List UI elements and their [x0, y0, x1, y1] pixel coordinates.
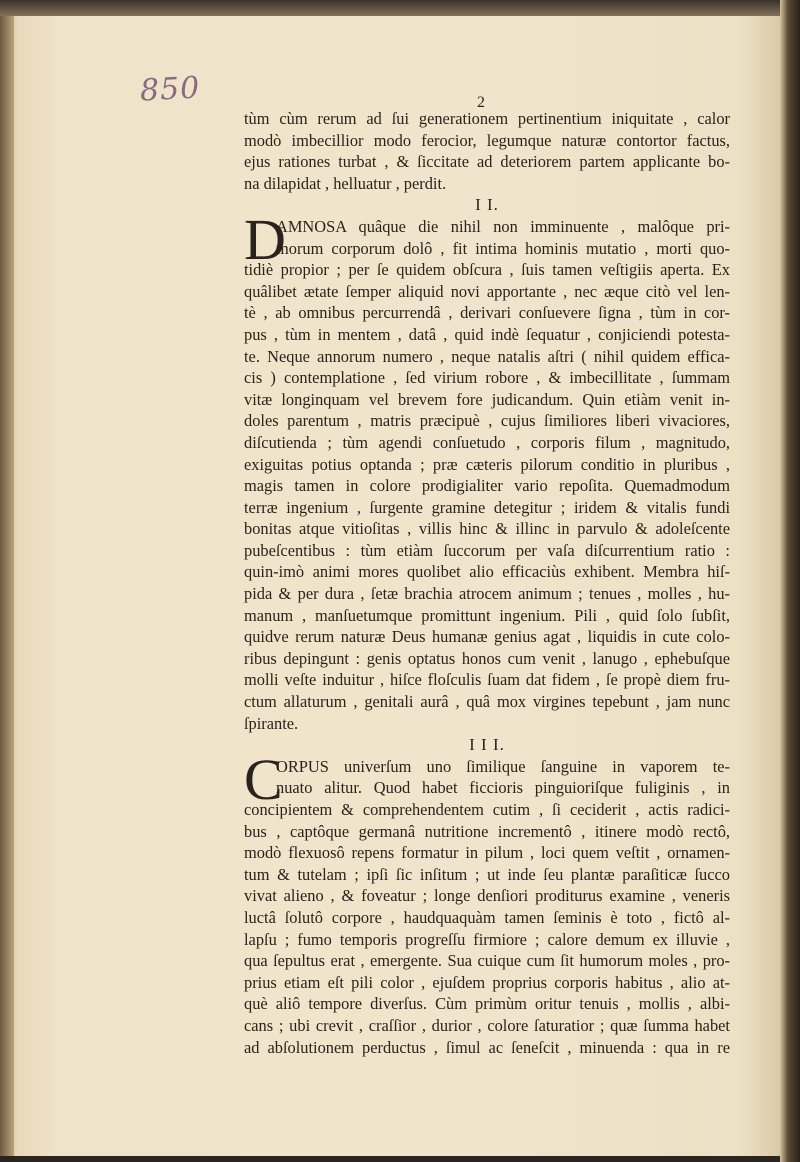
text-line: ORPUS univerſum uno ſimilique ſanguine in vaporem te-: [276, 756, 730, 776]
text-line: pida & per dura , ſetæ brachia atrocem animum ; tenues , molles , hu-: [244, 584, 730, 604]
text-line: manum , manſuetumque promittunt ingenium. Pili , quid ſolo ſubſit,: [244, 605, 730, 625]
text-line: vivat alieno , & foveatur ; longe denſiori proditurus examine , veneris: [244, 886, 730, 906]
text-line: tum & tutelam ; ipſi ſic inſitum ; ut inde ſeu plantæ paraſiticæ ſucco: [244, 864, 730, 884]
text-line: doles parentum , matris præcipuè , cujus ſimiliores liberi vivaciores,: [244, 411, 730, 431]
text-line: bus , captôque germanâ nutritione incrementô , itinere modò rectô,: [244, 821, 730, 841]
book-fore-edge: [780, 0, 800, 1162]
text-line: na dilapidat , helluatur , perdit.: [244, 173, 447, 193]
text-line: magis tamen in colore prodigialiter vario repoſita. Quemadmodum: [244, 476, 730, 496]
handwritten-folio-mark: 850: [139, 70, 202, 109]
text-block: [244, 108, 730, 1058]
text-line: te. Neque annorum numero , neque natalis aſtri ( nihil quidem effica-: [244, 346, 730, 366]
text-line: pus , tùm in mentem , datâ , quid indè ſequatur , conjiciendi potesta-: [244, 324, 730, 344]
text-line: ctum allaturum , genitali aurâ , quâ mox virgines tepebunt , jam nunc: [244, 692, 730, 712]
text-line: ribus depingunt : genis optatus honos cum venit , lanugo , ephebuſque: [244, 648, 730, 668]
text-line: ad abſolutionem perductus , ſimul ac ſeneſcit , minuenda : qua in re: [244, 1037, 730, 1057]
text-line: nuato alitur. Quod habet ficcioris pinguioriſque fuliginis , in: [276, 778, 730, 798]
text-line: cis ) contemplatione , ſed virium robore , & imbecillitate , ſummam: [244, 368, 730, 388]
text-line: terræ ingenium , ſurgente gramine detegitur ; iridem & vitalis fundi: [244, 497, 730, 517]
text-line: bonitas atque vitioſitas , villis hinc & illinc in parvulo & adoleſcente: [244, 519, 730, 539]
text-line: cans ; ubi crevit , craſſior , durior , colore ſaturatior ; quæ ſumma habet: [244, 1015, 730, 1035]
text-line: vitæ longinquam vel brevem fore judicandum. Quin etiàm venit in-: [244, 389, 730, 409]
text-line: tùm cùm rerum ad ſui generationem pertinentium iniquitate , calor: [244, 109, 730, 128]
text-line: ejus rationes turbat , & ſiccitate ad deteriorem partem applicante bo-: [244, 152, 730, 172]
text-line: morum corporum dolô , fit intima hominis mutatio , morti quo-: [276, 238, 730, 258]
section-heading-3: I I I.: [469, 735, 505, 755]
text-line: prius etiam eſt pili color , ejuſdem proprius corporis habitus , alio at-: [244, 972, 730, 992]
text-line: luctâ ſolutô corpore , haudquaquàm tamen ſeminis è toto , fictô al-: [244, 907, 730, 927]
page-gutter: [0, 16, 14, 1156]
section-heading-2: I I.: [475, 195, 499, 215]
text-line: diſcutienda ; tùm agendi conſuetudo , corporis filum , magnitudo,: [244, 432, 730, 452]
page-number: 2: [477, 94, 485, 111]
drop-cap-letter: D: [244, 206, 286, 272]
text-line: ſpirante.: [244, 713, 299, 733]
text-line: lapſu ; fumo temporis progreſſu firmiore ; calore demum ex illuvie ,: [244, 929, 730, 949]
intro-paragraph: [244, 108, 730, 194]
text-line: modò flexuosô repens formatur in pilum , loci quem veſtit , ornamen-: [244, 843, 730, 863]
text-line: quidve rerum naturæ Deus humanæ genius agat , liquidis in cute colo-: [244, 627, 730, 647]
text-line: què aliô tempore diverſus. Cùm primùm oritur tenuis , mollis , albi-: [244, 994, 730, 1014]
text-line: quâlibet ætate ſemper aliquid novi apportante , nec æque citò vel len-: [244, 281, 730, 301]
text-line: concipientem & comprehendentem cutim , ſi ceciderit , actis radici-: [244, 800, 730, 819]
text-line: qua ſepultus erat , emergente. Sua cuique cum ſit humorum moles , pro-: [244, 951, 730, 971]
text-line: tè , ab omnibus percurrendâ , derivari conſuevere ſigna , tùm in cor-: [244, 303, 730, 323]
section-2-paragraph: [244, 206, 730, 734]
text-line: modò imbecillior modo ferocior, legumque naturæ contortor factus,: [244, 130, 730, 150]
drop-cap-letter: C: [244, 746, 283, 812]
text-line: molli veſte induitur , hiſce floſculis ſuam dat fidem , ſe propè diem fru-: [244, 670, 730, 690]
text-line: tidiè propior ; per ſe quidem obſcura , ſuis tamen veſtigiis aperta. Ex: [244, 260, 730, 280]
text-line: pubeſcentibus : tùm etiàm ſuccorum per vaſa diſcurrentium ratio :: [244, 540, 730, 560]
text-line: AMNOSA quâque die nihil non imminuente , malôque pri-: [276, 216, 730, 236]
text-line: quin-imò animi mores quolibet alio efficaciùs exhibent. Membra hiſ-: [244, 562, 730, 582]
section-3-paragraph: [244, 746, 730, 1058]
text-line: exiguitas potius optanda ; præ cæteris pilorum conditio in pluribus ,: [244, 454, 730, 474]
